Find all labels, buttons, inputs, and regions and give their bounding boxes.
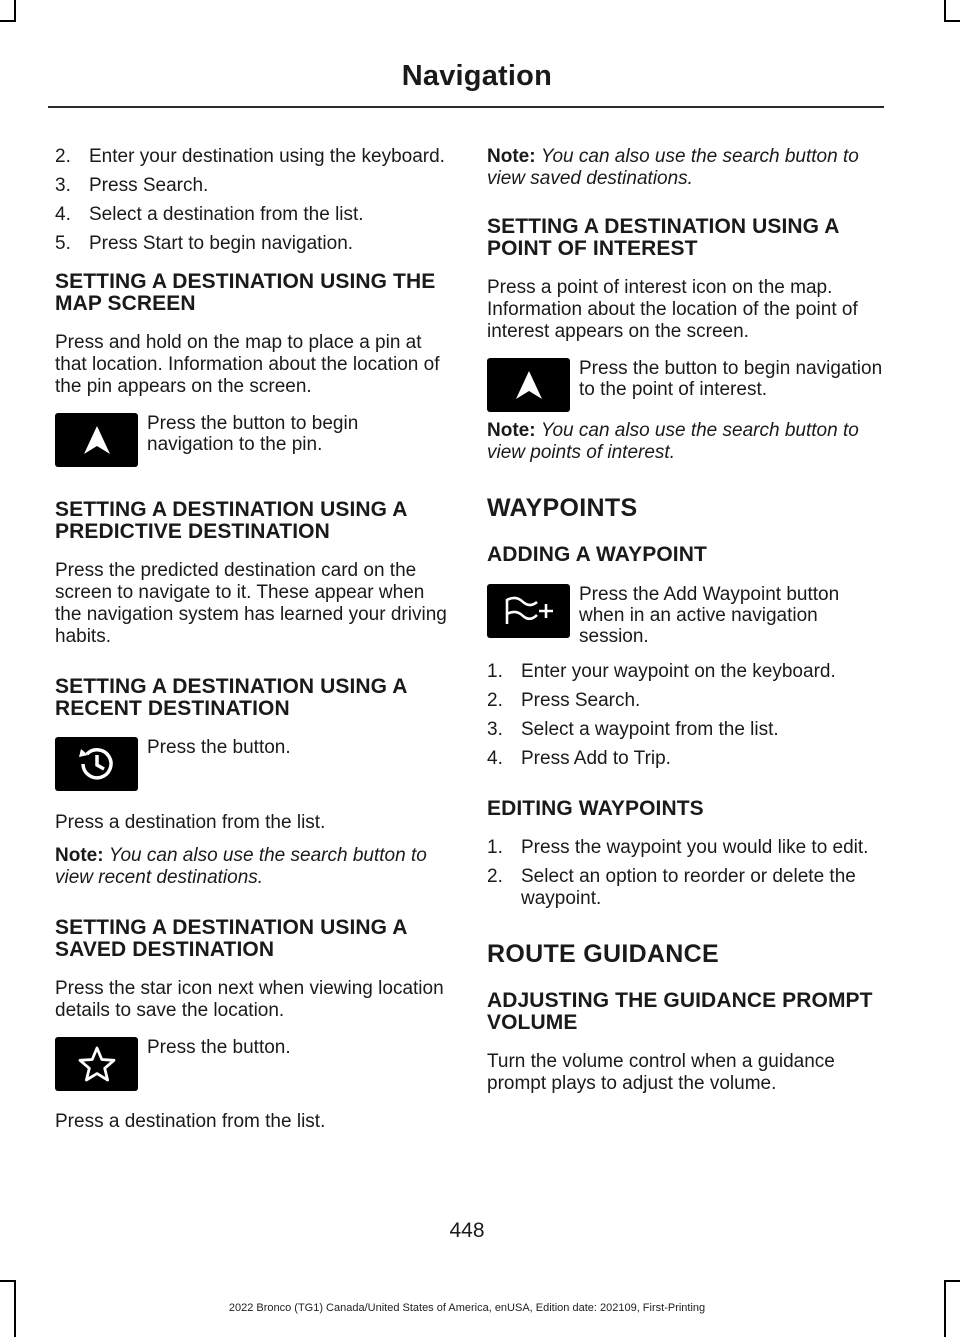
predictive-body: Press the predicted destination card on the screen to navigate to it. These appear when the navigation system has learned your driving habits. — [55, 560, 447, 647]
history-clock-icon — [55, 737, 138, 791]
section-heading-route-guidance: ROUTE GUIDANCE — [487, 940, 719, 968]
recent-body: Press a destination from the list. — [55, 812, 326, 833]
section-heading-waypoints: WAYPOINTS — [487, 494, 638, 522]
poi-note: Note: You can also use the search button to view points of interest. — [487, 420, 859, 463]
destination-steps — [55, 146, 450, 255]
page-title: Navigation — [401, 60, 552, 92]
crop-mark — [944, 20, 960, 22]
section-heading-poi: SETTING A DESTINATION USING A POINT OF INTEREST — [487, 215, 839, 260]
waypoint-steps — [487, 661, 885, 770]
poi-icon-row — [487, 358, 885, 412]
saved-icon-row — [55, 1037, 450, 1091]
footer-text: 2022 Bronco (TG1) Canada/United States of America, enUSA, Edition date: 202109, First-Printing — [228, 1302, 706, 1314]
section-heading-editing-waypoints: EDITING WAYPOINTS — [487, 797, 704, 820]
crop-mark — [944, 1280, 960, 1282]
add-waypoint-flag-icon — [487, 584, 570, 638]
page-number: 448 — [449, 1219, 485, 1242]
map-body: Press and hold on the map to place a pin at that location. Information about the location of the pin appears on the screen. — [55, 332, 440, 397]
list-item: 4. Select a destination from the list. — [55, 204, 364, 225]
section-heading-predictive: SETTING A DESTINATION USING A PREDICTIVE DESTINATION — [55, 498, 407, 543]
recent-icon-row — [55, 737, 450, 791]
crop-mark — [944, 0, 946, 22]
section-heading-map: SETTING A DESTINATION USING THE MAP SCREEN — [55, 270, 436, 315]
left-column — [55, 146, 450, 1148]
saved-icon-text: Press the button. — [147, 1037, 291, 1058]
section-heading-recent: SETTING A DESTINATION USING A RECENT DESTINATION — [55, 675, 407, 720]
right-column — [487, 146, 885, 1110]
list-item: 3. Press Search. — [55, 175, 209, 196]
map-icon-row — [55, 413, 450, 467]
saved-note: Note: You can also use the search button to view saved destinations. — [487, 146, 859, 189]
crop-mark — [0, 20, 16, 22]
poi-body: Press a point of interest icon on the map. Information about the location of the point of interest appears on the screen. — [487, 277, 858, 342]
guidance-body: Turn the volume control when a guidance prompt plays to adjust the volume. — [487, 1051, 835, 1094]
list-item: 2. Select an option to reorder or delete the waypoint. — [487, 866, 856, 909]
list-item: 5. Press Start to begin navigation. — [55, 233, 354, 254]
saved-body-2: Press a destination from the list. — [55, 1111, 326, 1132]
edit-waypoint-steps — [487, 837, 885, 910]
crop-mark — [0, 1280, 16, 1282]
crop-mark — [14, 0, 16, 22]
list-item: 2. Enter your destination using the keyboard. — [55, 146, 445, 167]
list-item: 1. Enter your waypoint on the keyboard. — [487, 661, 836, 682]
list-item: 3. Select a waypoint from the list. — [487, 719, 779, 740]
recent-note: Note: You can also use the search button to view recent destinations. — [55, 845, 427, 888]
star-icon — [55, 1037, 138, 1091]
navigation-arrow-icon — [55, 413, 138, 467]
list-item: 1. Press the waypoint you would like to edit. — [487, 837, 869, 858]
navigation-arrow-icon — [487, 358, 570, 412]
map-icon-text: Press the button to begin navigation to the pin. — [147, 413, 359, 455]
section-heading-adding-waypoint: ADDING A WAYPOINT — [487, 543, 707, 566]
saved-body: Press the star icon next when viewing location details to save the location. — [55, 978, 444, 1021]
crop-mark — [944, 1280, 946, 1337]
waypoint-icon-row — [487, 584, 885, 647]
header-divider — [48, 106, 884, 108]
recent-icon-text: Press the button. — [147, 737, 291, 758]
list-item: 2. Press Search. — [487, 690, 641, 711]
poi-icon-text: Press the button to begin navigation to the point of interest. — [579, 358, 883, 400]
section-heading-guidance-volume: ADJUSTING THE GUIDANCE PROMPT VOLUME — [487, 989, 873, 1034]
waypoint-icon-text: Press the Add Waypoint button when in an active navigation session. — [579, 584, 840, 647]
list-item: 4. Press Add to Trip. — [487, 748, 671, 769]
section-heading-saved: SETTING A DESTINATION USING A SAVED DESTINATION — [55, 916, 407, 961]
